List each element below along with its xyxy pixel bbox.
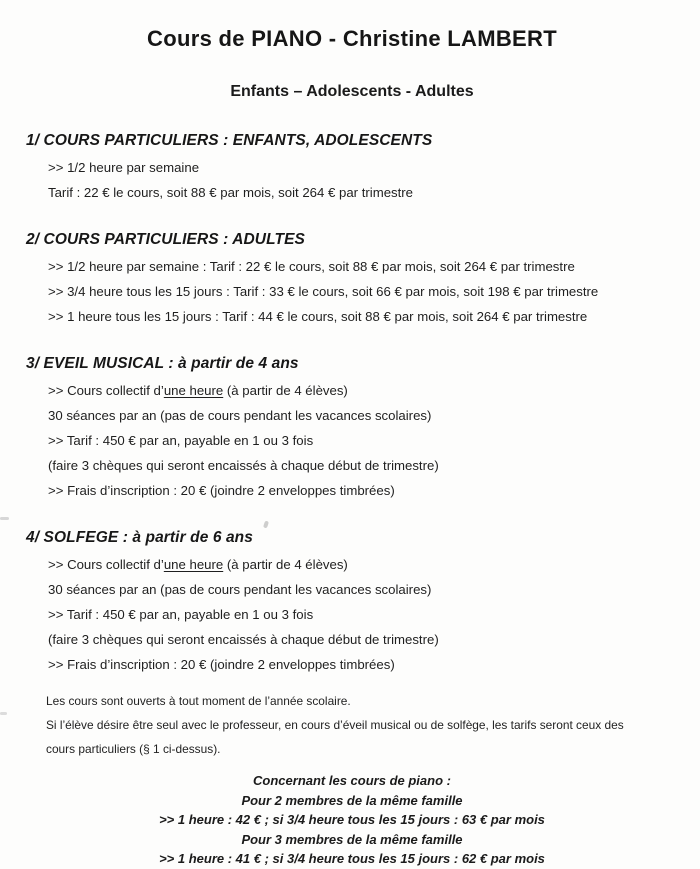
tariff-line: >> Tarif : 450 € par an, payable en 1 ou 3 fois	[48, 433, 314, 448]
tariff-line: >> 1/2 heure par semaine : Tarif : 22 € le cours, soit 88 € par mois, soit 264 € par trimestre	[48, 259, 575, 274]
note-line: Les cours sont ouverts à tout moment de l’année scolaire.	[46, 694, 351, 708]
family-pricing-line: >> 1 heure : 42 € ; si 3/4 heure tous les 15 jours : 63 € par mois	[159, 812, 545, 827]
family-pricing-line: Pour 3 membres de la même famille	[241, 831, 463, 847]
scan-artifact	[0, 517, 9, 520]
sessions-line: 30 séances par an (pas de cours pendant les vacances scolaires)	[48, 408, 432, 423]
family-pricing-line: Pour 2 membres de la même famille	[241, 792, 463, 808]
tariff-line: >> 3/4 heure tous les 15 jours : Tarif : 33 € le cours, soit 66 € par mois, soit 198 € par trimestre	[48, 284, 599, 299]
section-heading: 3/ EVEIL MUSICAL : à partir de 4 ans	[26, 355, 299, 372]
underlined-duration: une heure	[163, 383, 224, 398]
section-heading: 1/ COURS PARTICULIERS : ENFANTS, ADOLESCENTS	[26, 132, 433, 149]
section-private-lessons-children	[26, 130, 678, 205]
family-pricing-line: >> 1 heure : 41 € ; si 3/4 heure tous les 15 jours : 62 € par mois	[159, 851, 545, 866]
section-private-lessons-adults	[26, 229, 678, 329]
line-text: >> Cours collectif d’	[48, 557, 164, 572]
scan-artifact	[0, 712, 7, 715]
collective-course-line	[48, 552, 678, 577]
payment-note-line: (faire 3 chèques qui seront encaissés à chaque début de trimestre)	[48, 632, 439, 647]
registration-fee-line: >> Frais d’inscription : 20 € (joindre 2 enveloppes timbrées)	[48, 657, 395, 672]
tariff-line: Tarif : 22 € le cours, soit 88 € par mois, soit 264 € par trimestre	[48, 185, 414, 200]
underlined-duration: une heure	[163, 557, 224, 572]
line-text: (à partir de 4 élèves)	[223, 383, 348, 398]
page-title: Cours de PIANO - Christine LAMBERT	[147, 26, 557, 51]
section-body	[48, 552, 678, 677]
section-heading: 2/ COURS PARTICULIERS : ADULTES	[26, 231, 305, 248]
section-body	[48, 155, 678, 205]
payment-note-line: (faire 3 chèques qui seront encaissés à chaque début de trimestre)	[48, 458, 439, 473]
registration-fee-line: >> Frais d’inscription : 20 € (joindre 2 enveloppes timbrées)	[48, 483, 395, 498]
tariff-line: >> Tarif : 450 € par an, payable en 1 ou 3 fois	[48, 607, 314, 622]
section-body	[48, 378, 678, 503]
note-line: Si l’élève désire être seul avec le professeur, en cours d’éveil musical ou de solfège, les tarifs seront ceux des	[46, 718, 624, 732]
section-heading: 4/ SOLFEGE : à partir de 6 ans	[26, 529, 253, 546]
section-music-theory	[26, 527, 678, 677]
family-pricing-title: Concernant les cours de piano :	[253, 773, 451, 788]
note-line: cours particuliers (§ 1 ci-dessus).	[46, 742, 221, 756]
sessions-line: 30 séances par an (pas de cours pendant les vacances scolaires)	[48, 582, 432, 597]
general-notes	[46, 689, 678, 761]
page-subtitle: Enfants – Adolescents - Adultes	[230, 83, 474, 100]
line-text: (à partir de 4 élèves)	[223, 557, 348, 572]
collective-course-line	[48, 378, 678, 403]
tariff-line: >> 1 heure tous les 15 jours : Tarif : 44 € le cours, soit 88 € par mois, soit 264 € par trimestre	[48, 309, 588, 324]
section-musical-awakening	[26, 353, 678, 503]
family-pricing-block	[26, 771, 678, 869]
schedule-line: >> 1/2 heure par semaine	[48, 160, 200, 175]
line-text: >> Cours collectif d’	[48, 383, 164, 398]
section-body	[48, 254, 678, 329]
